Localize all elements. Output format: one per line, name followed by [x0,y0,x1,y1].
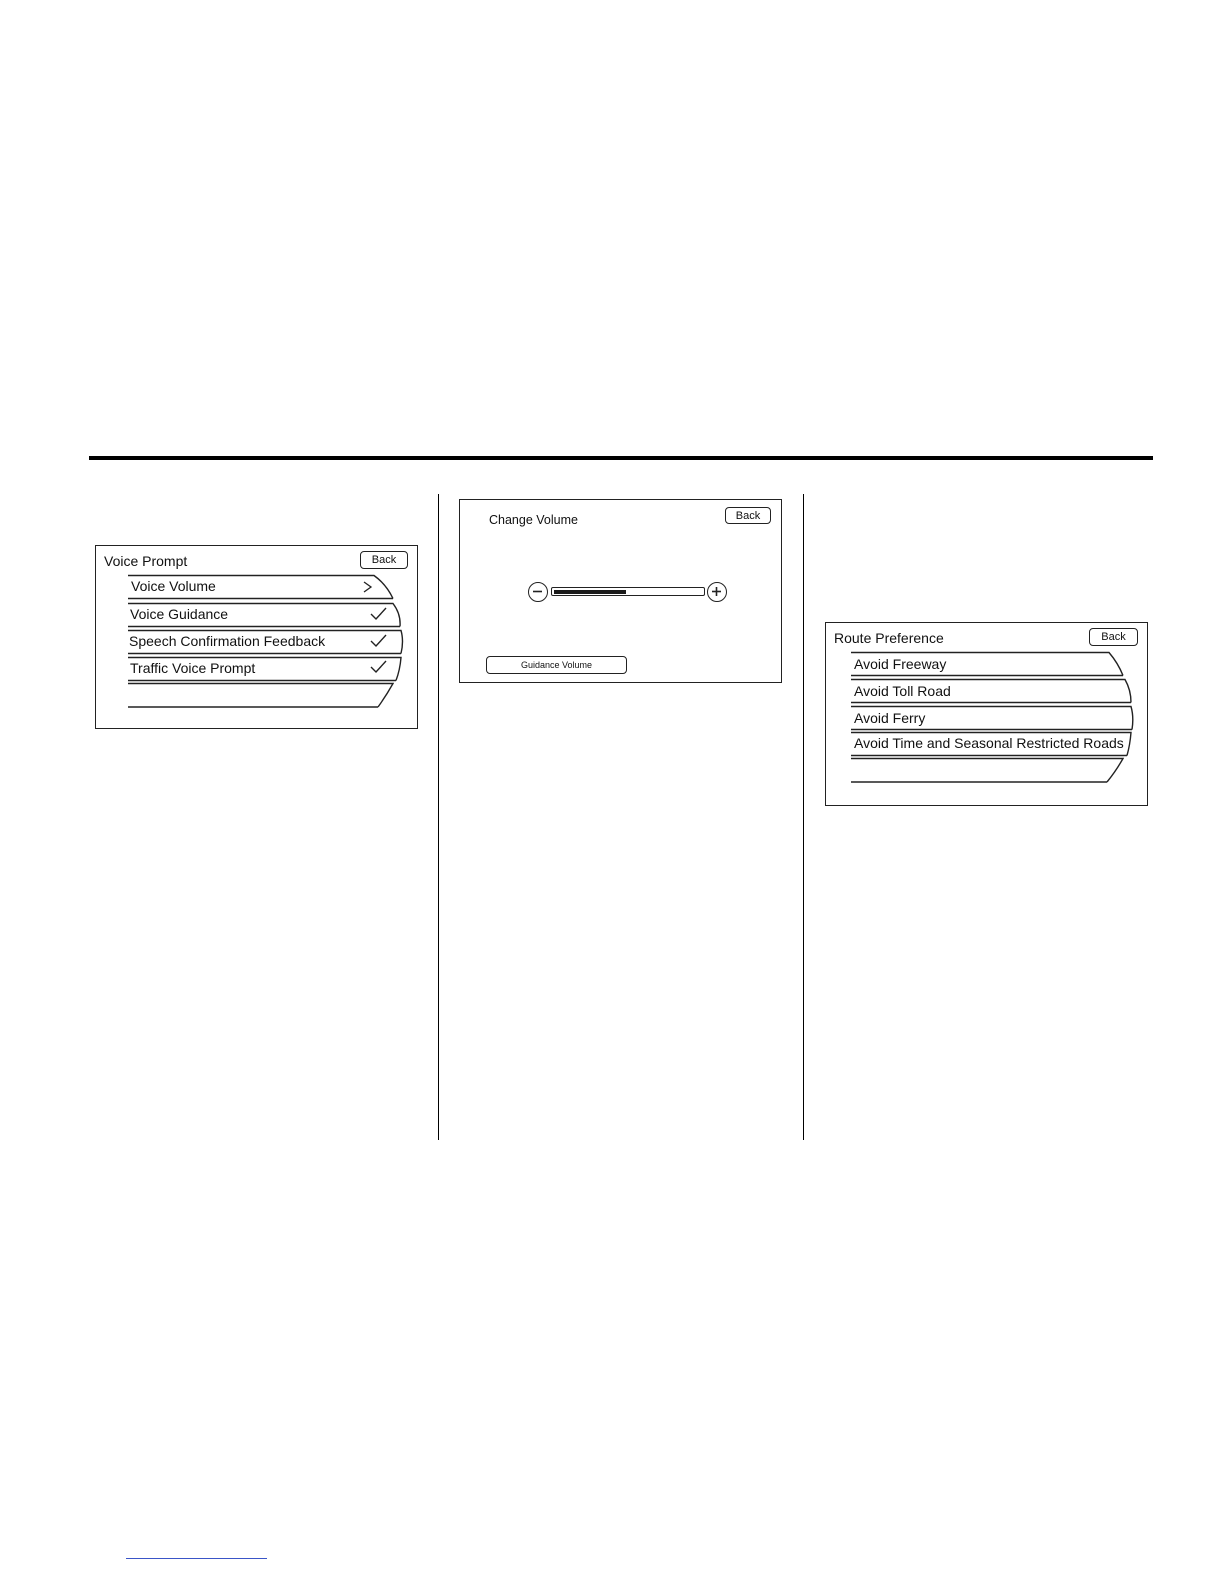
route-preference-screen [825,622,1148,806]
menu-item-avoid-freeway[interactable] [851,651,1126,677]
menu-item-avoid-toll-road[interactable] [851,678,1133,704]
menu-item-label: Traffic Voice Prompt [130,660,256,676]
minus-circle-icon [529,583,546,600]
back-button[interactable]: Back [725,507,771,524]
menu-item-traffic-voice-prompt[interactable] [128,656,403,682]
volume-increase-button[interactable] [707,582,727,602]
menu-item-label: Avoid Toll Road [854,683,951,699]
menu-item-avoid-time-seasonal-restricted-roads[interactable] [851,731,1133,757]
menu-item-label: Speech Confirmation Feedback [129,633,326,649]
back-button[interactable]: Back [1089,628,1138,646]
back-button[interactable]: Back [360,551,408,569]
menu-item-frame [128,682,396,708]
menu-item-label: Voice Guidance [130,606,229,622]
checkmark-icon [370,607,388,621]
route-preference-title: Route Preference [834,630,944,646]
menu-item-voice-guidance[interactable] [128,602,403,628]
volume-level-fill [554,590,626,594]
chevron-right-icon [362,580,374,594]
volume-decrease-button[interactable] [528,582,548,602]
menu-item-voice-volume[interactable] [128,574,394,600]
menu-item-label: Avoid Freeway [854,656,947,672]
menu-item-frame [851,757,1126,783]
footer-link-underline [126,1558,267,1559]
guidance-volume-tab[interactable]: Guidance Volume [486,656,627,674]
plus-circle-icon [708,583,725,600]
column-divider-right [803,494,804,1140]
menu-item-speech-confirmation-feedback[interactable] [128,629,405,655]
menu-item-avoid-ferry[interactable] [851,705,1135,731]
header-rule [89,456,1153,460]
menu-item-label: Voice Volume [131,578,216,594]
checkmark-icon [370,660,388,674]
change-volume-title: Change Volume [489,513,578,527]
menu-item-label: Avoid Ferry [854,710,926,726]
checkmark-icon [370,634,388,648]
voice-prompt-screen [95,545,418,729]
menu-item-empty[interactable] [851,757,1126,783]
volume-slider[interactable] [551,587,705,596]
menu-item-empty[interactable] [128,682,396,708]
column-divider-left [438,494,439,1140]
change-volume-screen [459,499,782,683]
voice-prompt-title: Voice Prompt [104,553,188,569]
menu-item-label: Avoid Time and Seasonal Restricted Roads [854,735,1124,751]
